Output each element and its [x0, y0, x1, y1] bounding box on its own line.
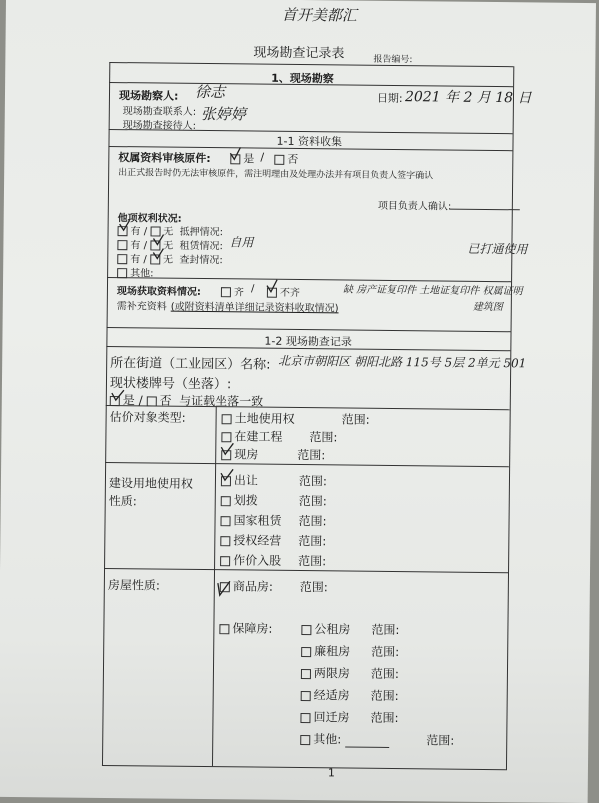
house-nature-label: 房屋性质:: [107, 578, 160, 593]
acquisition-handwritten-2: 建筑图: [472, 301, 503, 314]
land-use-share[interactable]: 作价入股: [220, 551, 281, 569]
consistency-row[interactable]: 是 / 否 与证载坐落一致: [110, 391, 264, 410]
rights-handwritten-note: 已打通使用: [467, 241, 528, 257]
land-use-allocation[interactable]: 划拨: [221, 491, 258, 508]
range-label: 范围:: [371, 644, 400, 660]
lease-row[interactable]: 有 / 无 租赁情况:: [117, 236, 223, 252]
range-label: 范围:: [298, 494, 327, 509]
range-label: 范围:: [298, 554, 327, 569]
check-mark-mortgage: [120, 220, 130, 230]
acquisition-handwritten: 缺 房产证复印件 土地证复印件 权属证明: [342, 284, 523, 298]
sec-low-rent[interactable]: 廉租房: [301, 642, 350, 660]
object-type-existing[interactable]: 现房: [221, 445, 258, 462]
page-number: 1: [327, 766, 335, 780]
range-label: 范围:: [299, 580, 328, 595]
supplement-note: (或附资料清单详细记录资料收取情况): [170, 301, 339, 315]
check-mark-commodity: [218, 581, 230, 595]
range-label: 范围:: [370, 666, 400, 682]
check-mark-existing: [221, 443, 233, 454]
land-use-lease[interactable]: 国家租赁: [220, 511, 281, 529]
receiver-value: 张婷婷: [200, 104, 246, 124]
object-type-label: 估价对象类型:: [109, 410, 186, 425]
seizure-row[interactable]: 有 / 无 查封情况:: [117, 250, 223, 266]
street-label: 所在街道（工业园区）名称:: [110, 356, 271, 373]
acq-incomplete-option[interactable]: 不齐: [267, 284, 300, 299]
sec-public-rent[interactable]: 公租房: [301, 620, 350, 638]
section-1-title: 1、现场勘察: [271, 71, 334, 86]
check-mark-transfer: [221, 469, 233, 480]
range-label: 范围:: [370, 688, 399, 704]
range-label: 范围:: [298, 514, 327, 529]
check-mark-incomplete: [267, 280, 277, 292]
range-label: 范围:: [341, 412, 370, 427]
lease-handwritten: 自用: [229, 235, 254, 250]
surveyor-value: 徐志: [194, 82, 226, 102]
range-label: 范围:: [298, 534, 327, 549]
land-use-label-2: 性质:: [108, 494, 137, 509]
check-mark-consistent: [112, 390, 124, 400]
section-1-2-title: 1-2 现场勘查记录: [264, 334, 352, 349]
check-mark-review-yes: [230, 147, 240, 159]
range-label: 范围:: [297, 447, 326, 463]
surveyor-label: 现场勘察人:: [118, 89, 179, 103]
receiver-label: 现场勘查接待人:: [122, 120, 197, 132]
mortgage-row[interactable]: 有 / 无 抵押情况:: [118, 222, 224, 238]
house-security[interactable]: 保障房:: [219, 619, 272, 637]
sec-resettle[interactable]: 回迁房: [300, 708, 349, 726]
survey-form-page: 首开美都汇 现场勘查记录表 报告编号: 1、现场勘察 现场勘察人: 徐志 日期: 2021 年 2 月 18 日 现场勘查联系人: 现场勘查接待人: 张婷婷 1-1 资料收集 权属资料审核原件: 是 / 否 出正式报告时仍无法审核原件，需注明理由及处理办法并有项目负责人签字确认 项目负责人确认: 他项权利状况: 有 / 无 抵押情况: 有 / 无 租赁情况: 自用 有 / 无 查封情况: 其他: 已打通使用 现场获取资料情况: 齐 / 不齐 缺 房产证复印件 土地证复印件 权属证明 建筑图 需补充资料 (或附资料清单详细记录资料收取情况) 1-2 现场勘查记录 所在街道（工业园区）名称: 北京市朝阳区 朝阳北路 115号 5层 2单元 501 现状楼牌号（坐落）: 是 / 否 与证载坐落一致 估价对象类型: 土地使用权 在建工程 现房 范围: 范围: 范围: 建设用地使用权 性质: 出让 划拨 国家租赁 授权经营 作价入股 范围: 范围: 范围: 范围: 范围: 房屋性质: 商品房: 范围: 保障房: 公租房 廉租房 两限房 经适房 回迁房 其他: 范围: 范围: 范围: 范围: 范围: 范围: 1: [0, 0, 596, 803]
range-label: 范围:: [370, 710, 399, 726]
object-type-construction[interactable]: 在建工程: [221, 427, 282, 445]
handwritten-project-name: 首开美都汇: [281, 5, 357, 25]
land-use-label-1: 建设用地使用权: [108, 476, 194, 491]
section-1-1-title: 1-1 资料收集: [276, 134, 343, 149]
date-value: 2021 年 2 月 18 日: [404, 89, 532, 107]
contact-label: 现场勘查联系人:: [122, 106, 197, 118]
pm-confirm-label: 项目负责人确认:: [377, 200, 452, 213]
acq-complete-option[interactable]: 齐: [221, 283, 244, 298]
other-row[interactable]: 其他:: [117, 264, 154, 279]
object-type-land[interactable]: 土地使用权: [222, 409, 295, 427]
house-commodity[interactable]: 商品房:: [220, 577, 273, 595]
range-label: 范围:: [309, 430, 338, 445]
check-mark-seizure: [153, 248, 163, 258]
range-label: 范围:: [371, 622, 400, 638]
land-use-authorized[interactable]: 授权经营: [220, 531, 281, 549]
range-label: 范围:: [298, 474, 328, 489]
date-label: 日期:: [376, 91, 403, 106]
form-title: 现场勘查记录表: [253, 45, 345, 62]
street-handwritten: 北京市朝阳区 朝阳北路 115号 5层 2单元 501: [278, 353, 527, 371]
land-use-transfer[interactable]: 出让: [221, 471, 258, 488]
review-yes-option[interactable]: 是: [230, 150, 254, 166]
report-number-label: 报告编号:: [373, 54, 413, 66]
acquisition-label: 现场获取资料情况:: [116, 286, 201, 298]
sec-other[interactable]: 其他:: [300, 730, 389, 748]
range-label: 范围:: [426, 733, 455, 748]
sec-affordable[interactable]: 经适房: [301, 686, 350, 704]
review-no-option[interactable]: 否: [274, 151, 298, 167]
ownership-review-label: 权属资料审核原件:: [118, 151, 211, 166]
other-rights-label: 他项权利状况:: [117, 213, 182, 225]
supplement-label: 需补充资料: [116, 301, 167, 313]
plate-label: 现状楼牌号（坐落）:: [109, 376, 232, 393]
check-mark-lease: [153, 234, 163, 244]
review-note: 出正式报告时仍无法审核原件，需注明理由及处理办法并有项目负责人签字确认: [118, 168, 434, 182]
sec-price-limit[interactable]: 两限房: [301, 664, 350, 682]
